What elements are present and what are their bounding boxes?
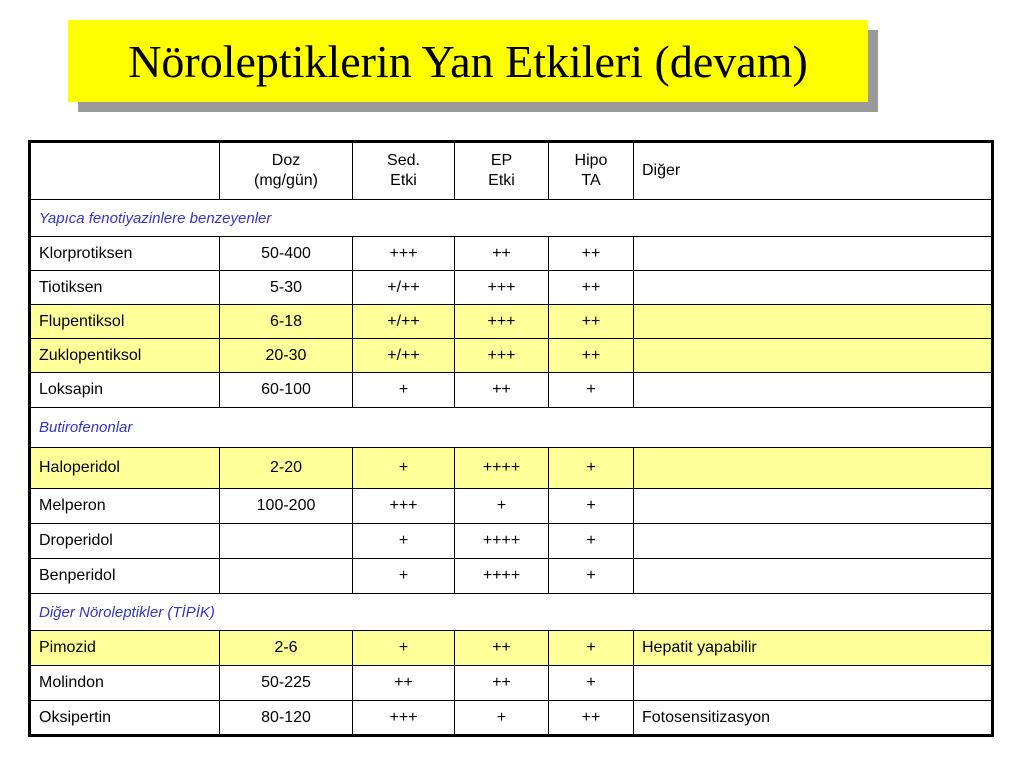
ep-effect-cell: ++ xyxy=(455,373,549,408)
ep-effect-cell: +++ xyxy=(455,305,549,339)
sedation-cell: + xyxy=(353,559,455,594)
sedation-cell: +/++ xyxy=(353,271,455,305)
dose-cell: 2-20 xyxy=(220,448,353,489)
sedation-cell: +/++ xyxy=(353,339,455,373)
hypotension-cell: + xyxy=(549,666,634,701)
header-ep xyxy=(455,142,549,200)
section-row xyxy=(30,200,993,237)
hypotension-cell: + xyxy=(549,489,634,524)
hypotension-cell: + xyxy=(549,373,634,408)
sedation-cell: + xyxy=(353,524,455,559)
header-hipo-line1: Hipo xyxy=(574,152,608,169)
hypotension-cell: ++ xyxy=(549,271,634,305)
sedation-cell: + xyxy=(353,448,455,489)
dose-cell xyxy=(220,559,353,594)
table-row xyxy=(30,489,993,524)
drug-name-cell: Flupentiksol xyxy=(30,305,220,339)
sedation-cell: +++ xyxy=(353,701,455,736)
drug-name-cell: Oksipertin xyxy=(30,701,220,736)
ep-effect-cell: ++++ xyxy=(455,559,549,594)
sedation-cell: +++ xyxy=(353,237,455,271)
drug-name-cell: Molindon xyxy=(30,666,220,701)
other-cell xyxy=(634,666,993,701)
sedation-cell: +/++ xyxy=(353,305,455,339)
table-row xyxy=(30,271,993,305)
other-cell xyxy=(634,271,993,305)
ep-effect-cell: ++ xyxy=(455,237,549,271)
section-label: Butirofenonlar xyxy=(30,408,993,448)
other-cell xyxy=(634,448,993,489)
hypotension-cell: + xyxy=(549,559,634,594)
drug-name-cell: Pimozid xyxy=(30,631,220,666)
hypotension-cell: + xyxy=(549,448,634,489)
dose-cell: 50-225 xyxy=(220,666,353,701)
header-ep-line2: Etki xyxy=(488,172,515,189)
header-doz xyxy=(220,142,353,200)
hypotension-cell: + xyxy=(549,524,634,559)
ep-effect-cell: + xyxy=(455,701,549,736)
hypotension-cell: ++ xyxy=(549,305,634,339)
ep-effect-cell: ++ xyxy=(455,631,549,666)
table-row xyxy=(30,631,993,666)
table-row xyxy=(30,666,993,701)
title-box xyxy=(68,20,868,102)
page-title: Nöroleptiklerin Yan Etkileri (devam) xyxy=(128,35,808,87)
hypotension-cell: ++ xyxy=(549,701,634,736)
table-row xyxy=(30,339,993,373)
other-cell xyxy=(634,237,993,271)
header-sed xyxy=(353,142,455,200)
section-row xyxy=(30,594,993,631)
other-cell xyxy=(634,524,993,559)
section-label: Yapıca fenotiyazinlere benzeyenler xyxy=(30,200,993,237)
table-row xyxy=(30,448,993,489)
header-row xyxy=(30,142,993,200)
header-doz-line1: Doz xyxy=(271,152,301,169)
sedation-cell: + xyxy=(353,631,455,666)
ep-effect-cell: ++++ xyxy=(455,448,549,489)
other-cell xyxy=(634,489,993,524)
header-empty xyxy=(30,142,220,200)
header-ep-line1: EP xyxy=(490,152,513,169)
header-hipo-line2: TA xyxy=(581,172,601,189)
side-effects-table xyxy=(28,140,994,737)
ep-effect-cell: +++ xyxy=(455,339,549,373)
table-row xyxy=(30,237,993,271)
header-hipo xyxy=(549,142,634,200)
header-sed-line1: Sed. xyxy=(387,152,420,169)
sedation-cell: ++ xyxy=(353,666,455,701)
drug-name-cell: Loksapin xyxy=(30,373,220,408)
other-cell: Hepatit yapabilir xyxy=(634,631,993,666)
ep-effect-cell: ++++ xyxy=(455,524,549,559)
table-row xyxy=(30,701,993,736)
section-row xyxy=(30,408,993,448)
header-sed-line2: Etki xyxy=(390,172,417,189)
dose-cell: 60-100 xyxy=(220,373,353,408)
drug-name-cell: Tiotiksen xyxy=(30,271,220,305)
dose-cell: 100-200 xyxy=(220,489,353,524)
drug-name-cell: Melperon xyxy=(30,489,220,524)
other-cell xyxy=(634,373,993,408)
dose-cell xyxy=(220,524,353,559)
sedation-cell: + xyxy=(353,373,455,408)
other-cell xyxy=(634,305,993,339)
drug-name-cell: Benperidol xyxy=(30,559,220,594)
table-row xyxy=(30,305,993,339)
dose-cell: 80-120 xyxy=(220,701,353,736)
sedation-cell: +++ xyxy=(353,489,455,524)
dose-cell: 20-30 xyxy=(220,339,353,373)
other-cell xyxy=(634,559,993,594)
drug-name-cell: Klorprotiksen xyxy=(30,237,220,271)
table-row xyxy=(30,373,993,408)
other-cell: Fotosensitizasyon xyxy=(634,701,993,736)
dose-cell: 6-18 xyxy=(220,305,353,339)
dose-cell: 5-30 xyxy=(220,271,353,305)
ep-effect-cell: +++ xyxy=(455,271,549,305)
dose-cell: 2-6 xyxy=(220,631,353,666)
table-row xyxy=(30,524,993,559)
drug-name-cell: Haloperidol xyxy=(30,448,220,489)
ep-effect-cell: + xyxy=(455,489,549,524)
hypotension-cell: ++ xyxy=(549,339,634,373)
other-cell xyxy=(634,339,993,373)
section-label: Diğer Nöroleptikler (TİPİK) xyxy=(30,594,993,631)
hypotension-cell: + xyxy=(549,631,634,666)
hypotension-cell: ++ xyxy=(549,237,634,271)
header-diger: Diğer xyxy=(634,142,993,200)
table-row xyxy=(30,559,993,594)
dose-cell: 50-400 xyxy=(220,237,353,271)
header-doz-line2: (mg/gün) xyxy=(253,172,319,189)
drug-name-cell: Zuklopentiksol xyxy=(30,339,220,373)
drug-name-cell: Droperidol xyxy=(30,524,220,559)
ep-effect-cell: ++ xyxy=(455,666,549,701)
